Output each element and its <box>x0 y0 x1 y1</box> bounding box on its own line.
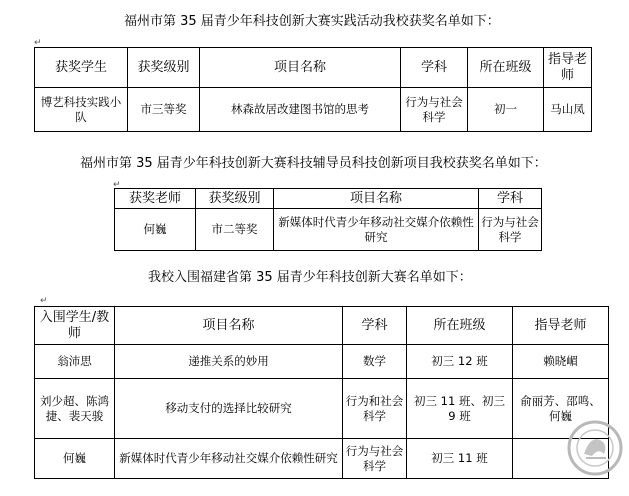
table-cell: 何巍 <box>35 439 115 479</box>
paragraph-mark: ↵ <box>40 296 48 306</box>
paragraph-mark: ↵ <box>34 38 42 48</box>
table-row <box>35 88 592 132</box>
table-cell: 刘少超、陈鸿捷、裴天骏 <box>35 379 115 439</box>
header-cell: 入围学生/教师 <box>35 307 115 345</box>
table-cell: 初三 11 班 <box>407 439 513 479</box>
header-cell: 学科 <box>401 48 468 88</box>
table-header-row <box>115 189 542 209</box>
section3-heading: 我校入围福建省第 35 届青少年科技创新大赛名单如下： <box>148 270 472 285</box>
header-cell: 学科 <box>343 307 407 345</box>
header-cell: 项目名称 <box>115 307 343 345</box>
table-cell: 何巍 <box>115 209 196 251</box>
header-cell: 指导老师 <box>513 307 609 345</box>
section1-table <box>34 47 592 132</box>
table-cell: 移动支付的选择比较研究 <box>115 379 343 439</box>
table-cell: 行为与社会科学 <box>401 88 468 132</box>
table-cell: 林森故居改建图书馆的思考 <box>200 88 401 132</box>
table-header-row <box>35 307 609 345</box>
table-cell: 市二等奖 <box>196 209 274 251</box>
header-cell: 获奖级别 <box>128 48 200 88</box>
header-cell: 项目名称 <box>274 189 479 209</box>
table-row <box>35 439 609 479</box>
table-header-row <box>35 48 592 88</box>
table-row <box>35 345 609 379</box>
table-cell: 博艺科技实践小队 <box>35 88 128 132</box>
paragraph-mark: ↵ <box>113 180 121 190</box>
header-cell: 项目名称 <box>200 48 401 88</box>
table-cell: 翁沛思 <box>35 345 115 379</box>
header-cell: 获奖学生 <box>35 48 128 88</box>
school-emblem-watermark <box>566 418 624 478</box>
table-cell: 初三 11 班、初三 9 班 <box>407 379 513 439</box>
table-cell: 递推关系的妙用 <box>115 345 343 379</box>
table-cell: 行为与社会科学 <box>343 439 407 479</box>
header-cell: 获奖老师 <box>115 189 196 209</box>
table-cell: 马山凤 <box>544 88 592 132</box>
section3-table <box>34 306 609 479</box>
header-cell: 所在班级 <box>468 48 544 88</box>
section1-heading: 福州市第 35 届青少年科技创新大赛实践活动我校获奖名单如下： <box>124 14 500 29</box>
table-cell: 初三 12 班 <box>407 345 513 379</box>
table-cell: 赖晓嵋 <box>513 345 609 379</box>
table-cell: 俞丽芳、邵鸣、何巍 <box>513 379 609 439</box>
section2-heading: 福州市第 35 届青少年科技创新大赛科技辅导员科技创新项目我校获奖名单如下： <box>80 156 547 171</box>
header-cell: 指导老师 <box>544 48 592 88</box>
table-cell: 市三等奖 <box>128 88 200 132</box>
table-cell: 新媒体时代青少年移动社交媒介依赖性研究 <box>115 439 343 479</box>
table-row <box>115 209 542 251</box>
table-cell: 行为与社会科学 <box>479 209 542 251</box>
section2-table <box>114 188 542 251</box>
header-cell: 学科 <box>479 189 542 209</box>
header-cell: 所在班级 <box>407 307 513 345</box>
table-cell: 初一 <box>468 88 544 132</box>
header-cell: 获奖级别 <box>196 189 274 209</box>
table-row <box>35 379 609 439</box>
table-cell: 新媒体时代青少年移动社交媒介依赖性研究 <box>274 209 479 251</box>
table-cell: 数学 <box>343 345 407 379</box>
table-cell: 行为和社会科学 <box>343 379 407 439</box>
